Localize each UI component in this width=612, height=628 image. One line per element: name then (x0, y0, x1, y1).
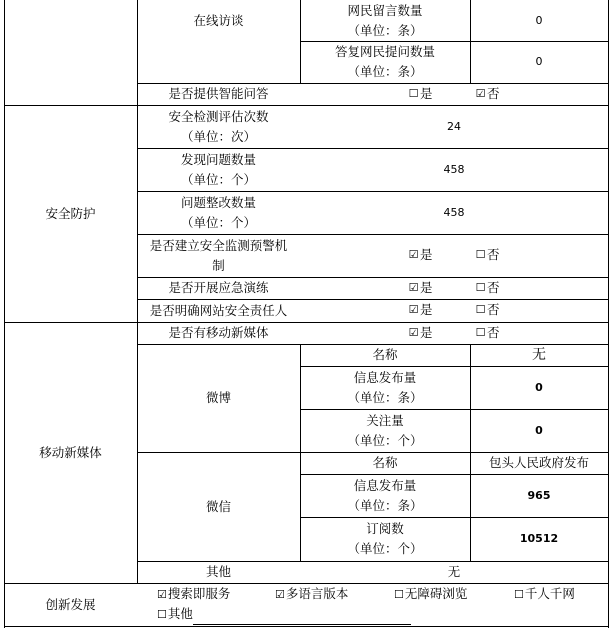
option-search-service[interactable] (157, 584, 230, 605)
issues-fixed-line2: （单位：个） (180, 214, 256, 230)
weibo-posts-value (470, 366, 608, 409)
replies-label-line1: 答复网民提问数量 (334, 44, 435, 59)
owner-yes-text: 是 (420, 302, 433, 317)
messages-count-value (470, 0, 608, 41)
owner-no-text: 否 (487, 302, 500, 317)
mobile-no-option[interactable] (475, 323, 500, 343)
unchecked-box-icon[interactable]: ☐ (157, 608, 167, 621)
drill-no-option[interactable] (475, 278, 500, 298)
weibo-posts-line2: （单位：条） (347, 389, 423, 405)
monitoring-yes-text: 是 (420, 247, 433, 262)
wechat-label-text: 微信 (205, 498, 231, 514)
mobile-media-category (4, 322, 137, 583)
weibo-name-label (300, 344, 470, 366)
security-category (4, 105, 137, 322)
messages-count-label (300, 0, 470, 41)
smart-qa-no-option[interactable] (475, 84, 500, 104)
issues-found-line2: （单位：个） (180, 171, 256, 187)
has-mobile-media-text: 是否有移动新媒体 (168, 325, 269, 340)
multilingual-text: 多语言版本 (285, 586, 349, 601)
wechat-label (137, 452, 300, 561)
issues-fixed-value (300, 191, 608, 234)
smart-qa-label (137, 83, 300, 105)
checked-box-icon[interactable]: ☑ (408, 303, 419, 316)
issues-found-value-text: 458 (443, 162, 465, 176)
smart-qa-yes-option[interactable] (408, 84, 433, 104)
unchecked-box-icon[interactable]: ☐ (475, 248, 486, 261)
weibo-posts-label (300, 366, 470, 409)
unchecked-box-icon[interactable]: ☐ (408, 87, 419, 100)
security-category-text: 安全防护 (45, 205, 96, 221)
monitoring-no-option[interactable] (475, 245, 500, 265)
assessment-label-line2: （单位：次） (180, 128, 256, 144)
innovation-category (4, 583, 137, 626)
assessment-label-line1: 安全检测评估次数 (168, 108, 269, 124)
drill-yes-option[interactable] (408, 278, 433, 298)
drill-no-text: 否 (487, 280, 500, 295)
monitoring-label-line2: 制 (212, 257, 225, 273)
assessment-count-value (300, 105, 608, 148)
other-media-value (300, 561, 608, 583)
wechat-posts-line2: （单位：条） (347, 497, 423, 513)
weibo-followers-label (300, 409, 470, 452)
wechat-subs-line2: （单位：个） (347, 541, 423, 556)
issues-fixed-label (137, 191, 300, 234)
option-personalized[interactable] (514, 584, 575, 605)
monitoring-mechanism-label (137, 234, 300, 277)
other-media-label-text: 其他 (205, 564, 231, 579)
security-owner-label (137, 299, 300, 322)
has-mobile-media-label (137, 322, 300, 344)
innovation-category-text: 创新发展 (45, 596, 96, 612)
messages-value-text: 0 (535, 13, 543, 27)
weibo-posts-line1: 信息发布量 (353, 369, 417, 385)
owner-yes-option[interactable] (408, 300, 433, 320)
wechat-subscribers-label (300, 517, 470, 561)
messages-label-line2: （单位：条） (347, 22, 423, 38)
checked-box-icon[interactable]: ☑ (408, 248, 419, 261)
replies-value-text: 0 (535, 55, 543, 68)
search-service-text: 搜索即服务 (167, 586, 231, 601)
wechat-name-label (300, 452, 470, 474)
checked-box-icon[interactable]: ☑ (408, 326, 419, 339)
unchecked-box-icon[interactable]: ☐ (475, 303, 486, 316)
checked-box-icon[interactable]: ☑ (157, 588, 167, 601)
checked-box-icon[interactable]: ☑ (475, 87, 486, 100)
assessment-count-label (137, 105, 300, 148)
monitoring-no-text: 否 (487, 247, 500, 262)
weibo-posts-value-text: 0 (535, 380, 543, 394)
online-interview-label-text: 在线访谈 (193, 12, 244, 28)
option-other[interactable] (157, 604, 411, 625)
issues-fixed-line1: 问题整改数量 (180, 194, 256, 210)
unchecked-box-icon[interactable]: ☐ (475, 326, 486, 339)
other-media-label (137, 561, 300, 583)
weibo-name-label-text: 名称 (372, 347, 398, 362)
wechat-subs-line1: 订阅数 (366, 521, 404, 536)
mobile-no-text: 否 (487, 325, 500, 340)
smart-qa-yes-text: 是 (420, 86, 433, 101)
unchecked-box-icon[interactable]: ☐ (475, 281, 486, 294)
assessment-value-text: 24 (447, 119, 461, 133)
smart-qa-no-text: 否 (487, 86, 500, 101)
mobile-yes-text: 是 (420, 325, 433, 340)
wechat-name-label-text: 名称 (372, 455, 398, 470)
wechat-name-value (470, 452, 608, 474)
wechat-name-value-text: 包头人民政府发布 (488, 455, 589, 470)
other-media-value-text: 无 (447, 564, 461, 579)
drill-yes-text: 是 (420, 280, 433, 295)
security-owner-text: 是否明确网站安全责任人 (149, 302, 288, 318)
issues-found-value (300, 148, 608, 191)
unchecked-box-icon[interactable]: ☐ (514, 588, 524, 601)
weibo-followers-value (470, 409, 608, 452)
replies-count-value (470, 41, 608, 83)
weibo-followers-line1: 关注量 (366, 412, 404, 428)
wechat-posts-value-text: 965 (527, 488, 551, 502)
option-multilingual[interactable] (275, 584, 348, 605)
monitoring-yes-option[interactable] (408, 245, 433, 265)
wechat-posts-value (470, 474, 608, 517)
issues-found-line1: 发现问题数量 (180, 151, 256, 167)
checked-box-icon[interactable]: ☑ (275, 588, 285, 601)
checked-box-icon[interactable]: ☑ (408, 281, 419, 294)
replies-label-line2: （单位：条） (347, 64, 423, 79)
wechat-posts-label (300, 474, 470, 517)
wechat-subs-value-text: 10512 (519, 532, 559, 545)
mobile-yes-option[interactable] (408, 323, 433, 343)
other-option-text: 其他 (167, 606, 193, 621)
option-accessibility[interactable] (394, 584, 467, 605)
weibo-followers-line2: （单位：个） (347, 432, 423, 448)
mobile-media-category-text: 移动新媒体 (39, 444, 102, 460)
weibo-followers-value-text: 0 (535, 423, 543, 437)
other-fill-line[interactable] (193, 612, 411, 625)
wechat-posts-line1: 信息发布量 (353, 477, 417, 493)
accessibility-text: 无障碍浏览 (404, 586, 468, 601)
emergency-drill-text: 是否开展应急演练 (168, 280, 269, 295)
online-interview-label (137, 0, 300, 41)
unchecked-box-icon[interactable]: ☐ (394, 588, 404, 601)
wechat-subscribers-value (470, 517, 608, 561)
weibo-name-value (470, 344, 608, 366)
emergency-drill-label (137, 277, 300, 299)
issues-fixed-value-text: 458 (443, 205, 465, 219)
messages-label-line1: 网民留言数量 (347, 2, 423, 18)
replies-count-label (300, 41, 470, 83)
smart-qa-label-text: 是否提供智能问答 (168, 86, 269, 101)
owner-no-option[interactable] (475, 300, 500, 320)
issues-found-label (137, 148, 300, 191)
weibo-name-value-text: 无 (532, 347, 546, 363)
personalized-text: 千人千网 (524, 586, 575, 601)
monitoring-label-line1: 是否建立安全监测预警机 (149, 237, 288, 253)
weibo-label-text: 微博 (205, 390, 231, 405)
weibo-label (137, 344, 300, 452)
